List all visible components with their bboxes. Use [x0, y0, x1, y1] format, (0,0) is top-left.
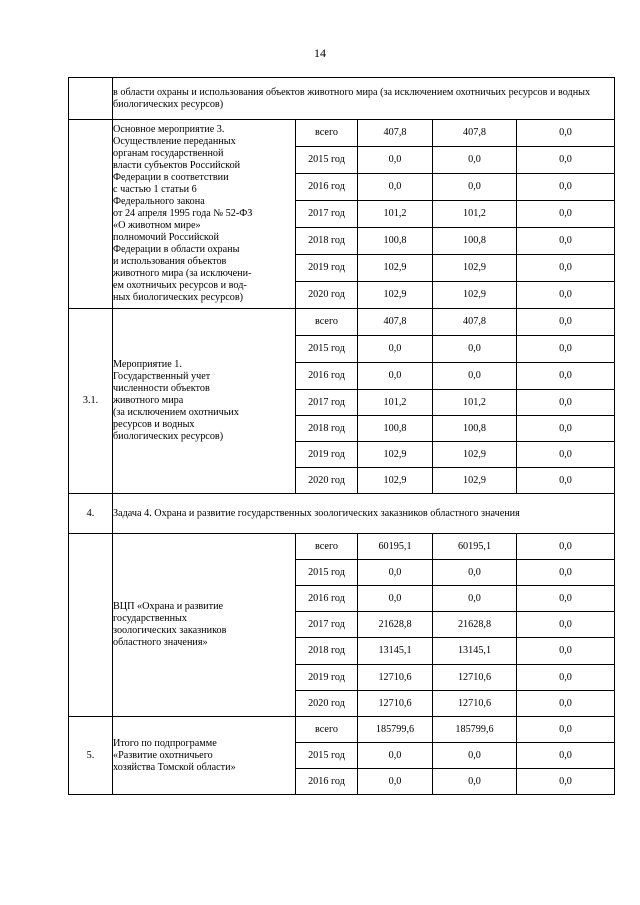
total-amount-cell: 0,0: [358, 586, 433, 612]
other-amount-cell: 0,0: [517, 390, 615, 416]
budget-amount-cell: 0,0: [433, 560, 517, 586]
activity-description: [113, 717, 296, 795]
period-cell: 2019 год: [296, 442, 358, 468]
total-amount-cell: 0,0: [358, 743, 433, 769]
period-cell: 2016 год: [296, 174, 358, 201]
budget-amount-cell: 101,2: [433, 201, 517, 228]
row-number: 5.: [69, 717, 113, 795]
budget-amount-cell: 100,8: [433, 416, 517, 442]
other-amount-cell: 0,0: [517, 769, 615, 795]
total-amount-cell: 0,0: [358, 560, 433, 586]
budget-table: [68, 77, 615, 795]
activity-description-text: Основное мероприятие 3. Осуществление переданных органам государственной власти субъектов Российской Федерации в соответствии с частью 1 статьи 6 Федерального закона от 24 апреля 1995 года № 52-ФЗ «О животном мире» полномочий Российской Федерации в области охраны и использования объектов животного мира (за исключени- ем охотничьих ресурсов и вод- ных биологических ресурсов): [113, 124, 253, 303]
other-amount-cell: 0,0: [517, 612, 615, 638]
period-cell: 2018 год: [296, 228, 358, 255]
total-amount-cell: 407,8: [358, 120, 433, 147]
budget-amount-cell: 0,0: [433, 147, 517, 174]
row-number: 4.: [69, 494, 113, 534]
total-amount-cell: 0,0: [358, 147, 433, 174]
total-amount-cell: 12710,6: [358, 665, 433, 691]
budget-amount-cell: 100,8: [433, 228, 517, 255]
total-amount-cell: 100,8: [358, 228, 433, 255]
other-amount-cell: 0,0: [517, 560, 615, 586]
row-number: [69, 534, 113, 717]
budget-amount-cell: 0,0: [433, 769, 517, 795]
activity-description: [113, 534, 296, 717]
other-amount-cell: 0,0: [517, 309, 615, 336]
period-cell: 2018 год: [296, 416, 358, 442]
period-cell: 2020 год: [296, 282, 358, 309]
row-number: 3.1.: [69, 309, 113, 494]
activity-description-text: ВЦП «Охрана и развитие государственных зоологических заказников областного значения»: [113, 601, 227, 648]
other-amount-cell: 0,0: [517, 717, 615, 743]
budget-amount-cell: 13145,1: [433, 638, 517, 665]
page-number: 14: [314, 46, 326, 60]
other-amount-cell: 0,0: [517, 416, 615, 442]
total-amount-cell: 0,0: [358, 336, 433, 363]
period-cell: 2015 год: [296, 743, 358, 769]
budget-amount-cell: 102,9: [433, 255, 517, 282]
other-amount-cell: 0,0: [517, 743, 615, 769]
activity-description: [113, 309, 296, 494]
section-header-row: [69, 78, 615, 120]
total-amount-cell: 102,9: [358, 255, 433, 282]
total-amount-cell: 407,8: [358, 309, 433, 336]
section-header-text: Задача 4. Охрана и развитие государственных зоологических заказников областного значения: [113, 494, 615, 534]
period-cell: 2017 год: [296, 201, 358, 228]
row-number: [69, 120, 113, 309]
total-amount-cell: 60195,1: [358, 534, 433, 560]
section-header-text: в области охраны и использования объектов животного мира (за исключением охотничьих ресурсов и водных биологических ресурсов): [113, 78, 615, 120]
activity-description-text: Итого по подпрограмме «Развитие охотничьего хозяйства Томской области»: [113, 737, 236, 773]
table-row: [69, 120, 615, 147]
period-cell: 2019 год: [296, 665, 358, 691]
table-row: [69, 717, 615, 743]
period-cell: 2019 год: [296, 255, 358, 282]
activity-description-text: Мероприятие 1. Государственный учет численности объектов животного мира (за исключением охотничьих ресурсов и водных биологических ресурсов): [113, 359, 239, 442]
total-amount-cell: 101,2: [358, 390, 433, 416]
row-number: [69, 78, 113, 120]
other-amount-cell: 0,0: [517, 468, 615, 494]
total-amount-cell: 0,0: [358, 174, 433, 201]
period-cell: 2015 год: [296, 560, 358, 586]
other-amount-cell: 0,0: [517, 638, 615, 665]
total-amount-cell: 21628,8: [358, 612, 433, 638]
total-amount-cell: 102,9: [358, 468, 433, 494]
table-row: [69, 309, 615, 336]
period-cell: 2016 год: [296, 769, 358, 795]
period-cell: всего: [296, 717, 358, 743]
budget-amount-cell: 102,9: [433, 468, 517, 494]
other-amount-cell: 0,0: [517, 691, 615, 717]
budget-amount-cell: 21628,8: [433, 612, 517, 638]
other-amount-cell: 0,0: [517, 147, 615, 174]
total-amount-cell: 0,0: [358, 769, 433, 795]
other-amount-cell: 0,0: [517, 586, 615, 612]
budget-amount-cell: 0,0: [433, 174, 517, 201]
total-amount-cell: 101,2: [358, 201, 433, 228]
period-cell: 2016 год: [296, 363, 358, 390]
budget-amount-cell: 12710,6: [433, 691, 517, 717]
budget-amount-cell: 102,9: [433, 442, 517, 468]
budget-amount-cell: 60195,1: [433, 534, 517, 560]
period-cell: 2020 год: [296, 468, 358, 494]
table-row: [69, 534, 615, 560]
other-amount-cell: 0,0: [517, 363, 615, 390]
budget-amount-cell: 0,0: [433, 743, 517, 769]
budget-amount-cell: 407,8: [433, 309, 517, 336]
total-amount-cell: 13145,1: [358, 638, 433, 665]
budget-amount-cell: 102,9: [433, 282, 517, 309]
period-cell: всего: [296, 120, 358, 147]
other-amount-cell: 0,0: [517, 201, 615, 228]
budget-amount-cell: 407,8: [433, 120, 517, 147]
total-amount-cell: 102,9: [358, 442, 433, 468]
budget-amount-cell: 101,2: [433, 390, 517, 416]
other-amount-cell: 0,0: [517, 120, 615, 147]
total-amount-cell: 185799,6: [358, 717, 433, 743]
other-amount-cell: 0,0: [517, 282, 615, 309]
other-amount-cell: 0,0: [517, 255, 615, 282]
period-cell: всего: [296, 534, 358, 560]
period-cell: 2015 год: [296, 336, 358, 363]
other-amount-cell: 0,0: [517, 665, 615, 691]
other-amount-cell: 0,0: [517, 442, 615, 468]
activity-description: [113, 120, 296, 309]
period-cell: 2017 год: [296, 612, 358, 638]
budget-amount-cell: 12710,6: [433, 665, 517, 691]
other-amount-cell: 0,0: [517, 534, 615, 560]
total-amount-cell: 100,8: [358, 416, 433, 442]
period-cell: всего: [296, 309, 358, 336]
budget-amount-cell: 0,0: [433, 336, 517, 363]
other-amount-cell: 0,0: [517, 336, 615, 363]
period-cell: 2018 год: [296, 638, 358, 665]
budget-amount-cell: 185799,6: [433, 717, 517, 743]
period-cell: 2020 год: [296, 691, 358, 717]
period-cell: 2015 год: [296, 147, 358, 174]
total-amount-cell: 102,9: [358, 282, 433, 309]
budget-amount-cell: 0,0: [433, 363, 517, 390]
period-cell: 2017 год: [296, 390, 358, 416]
other-amount-cell: 0,0: [517, 228, 615, 255]
other-amount-cell: 0,0: [517, 174, 615, 201]
period-cell: 2016 год: [296, 586, 358, 612]
section-header-row: [69, 494, 615, 534]
budget-amount-cell: 0,0: [433, 586, 517, 612]
total-amount-cell: 12710,6: [358, 691, 433, 717]
total-amount-cell: 0,0: [358, 363, 433, 390]
